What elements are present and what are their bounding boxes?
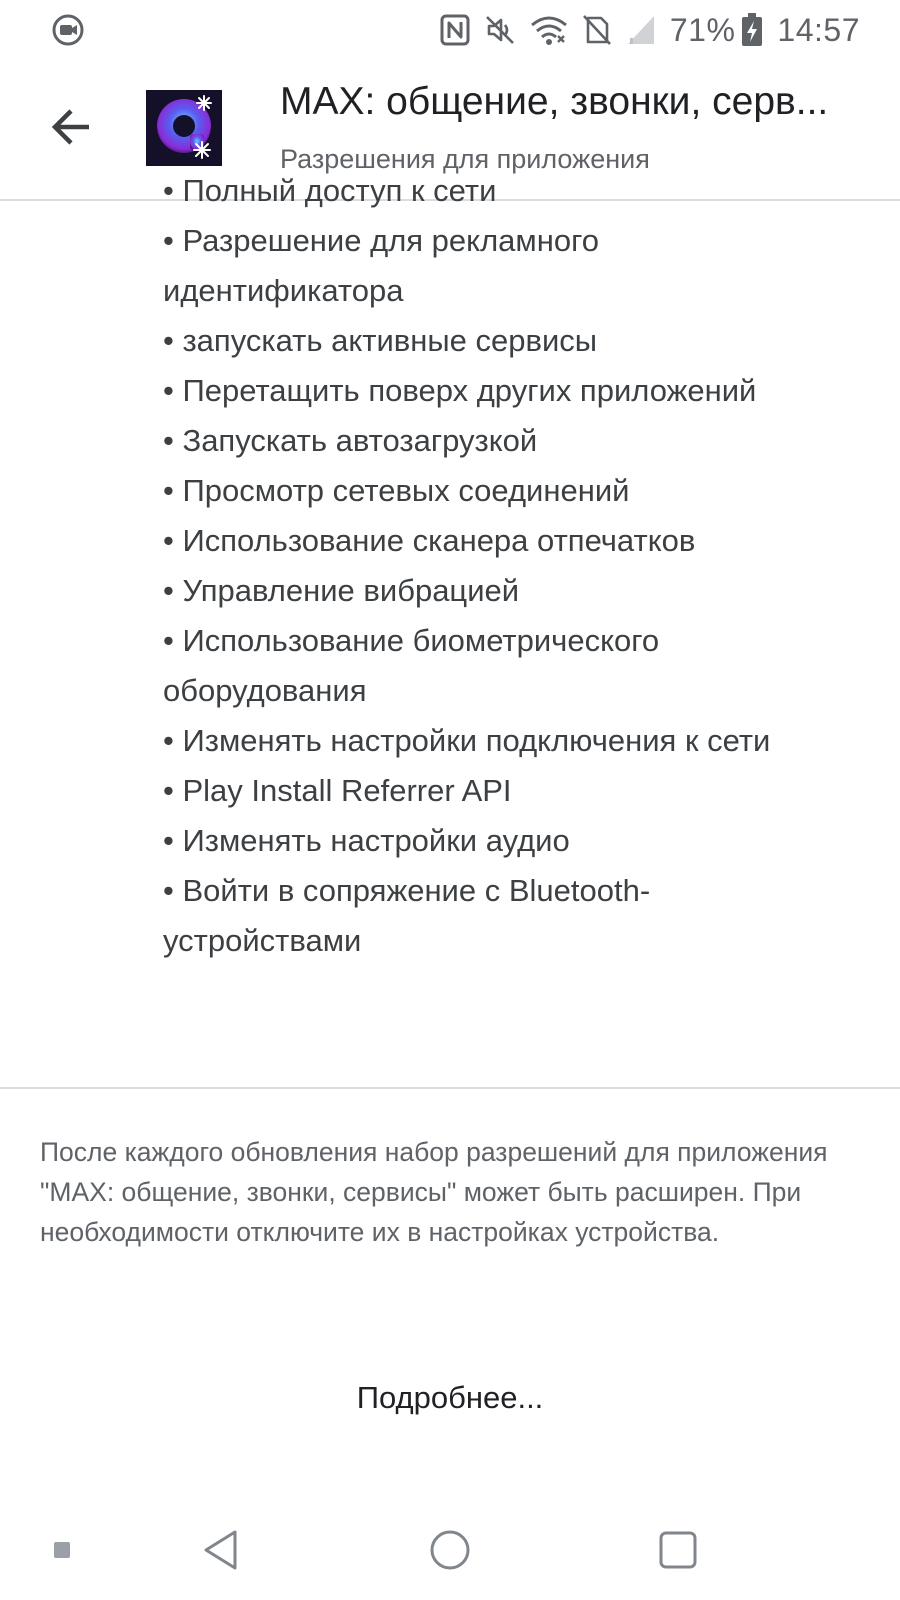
system-nav-bar	[0, 1500, 900, 1600]
permission-item: • Разрешение для рекламного идентификатора	[163, 223, 599, 308]
battery-percent: 71%	[669, 11, 736, 48]
permission-item: • Управление вибрацией	[163, 573, 520, 608]
back-arrow-icon	[49, 105, 93, 149]
list-divider	[0, 1087, 900, 1089]
mute-icon	[484, 14, 516, 46]
app-title: MAX: общение, звонки, серв...	[280, 80, 829, 123]
back-button[interactable]	[36, 92, 106, 162]
permission-item: • Использование сканера отпечатков	[163, 523, 696, 558]
permissions-scroll-area[interactable]	[0, 173, 900, 1087]
overview-square-icon[interactable]	[642, 1500, 714, 1600]
permission-item: • Запускать автозагрузкой	[163, 423, 538, 458]
permission-item: • Перетащить поверх других приложений	[163, 373, 757, 408]
status-bar	[0, 0, 900, 60]
permission-item: • Полный доступ к сети	[163, 173, 497, 208]
permission-item: • Play Install Referrer API	[163, 773, 512, 808]
permission-item: • Использование биометрического оборудования	[163, 623, 660, 708]
permissions-update-note: После каждого обновления набор разрешений для приложения "MAX: общение, звонки, сервисы" может быть расширен. При необходимости отключите их в настройках устройства.	[40, 1137, 828, 1247]
max-app-icon	[146, 90, 222, 166]
back-triangle-icon[interactable]	[186, 1500, 256, 1600]
app-subtitle: Разрешения для приложения	[280, 144, 650, 174]
no-sim-icon	[582, 14, 612, 46]
permission-item: • Войти в сопряжение с Bluetooth-устройствами	[163, 873, 651, 958]
permission-item: • Изменять настройки подключения к сети	[163, 723, 771, 758]
home-circle-icon[interactable]	[414, 1500, 486, 1600]
permissions-list	[163, 166, 803, 966]
battery-charging-icon	[741, 13, 763, 47]
permission-item: • Изменять настройки аудио	[163, 823, 570, 858]
wifi-icon	[530, 14, 568, 46]
status-icons	[440, 6, 860, 54]
clock: 14:57	[777, 11, 860, 48]
permission-item: • Просмотр сетевых соединений	[163, 473, 630, 508]
permission-item: • запускать активные сервисы	[163, 323, 598, 358]
screen-record-icon	[50, 12, 86, 48]
signal-icon	[626, 14, 656, 46]
more-info-button[interactable]: Подробнее...	[300, 1368, 600, 1428]
recents-square-icon[interactable]	[40, 1500, 84, 1600]
nfc-icon	[440, 14, 470, 46]
